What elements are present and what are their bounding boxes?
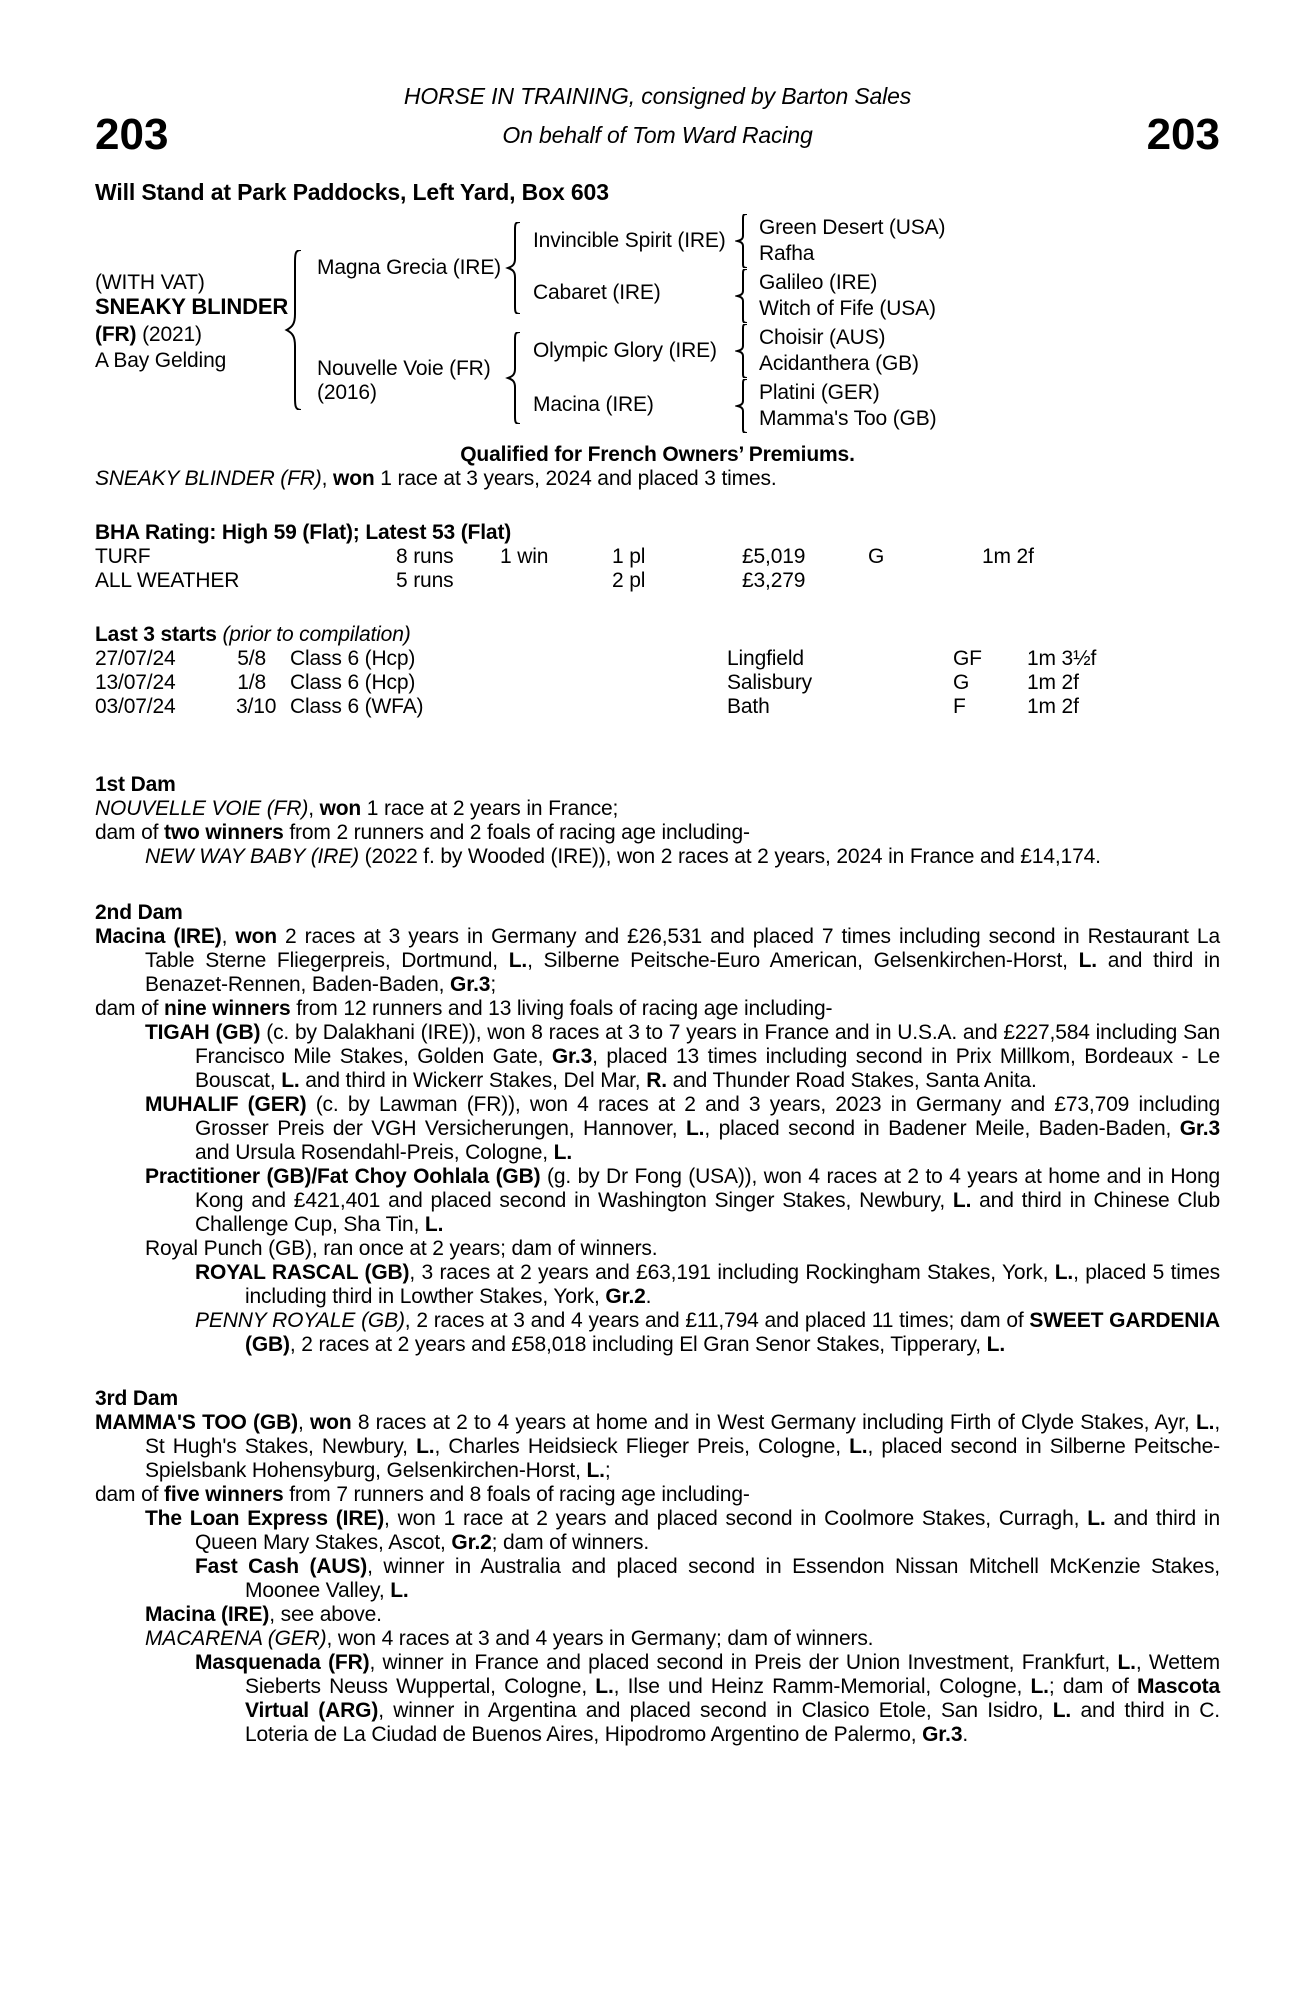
section-heading-1st-dam: 1st Dam [95,773,176,796]
dam-paragraph: dam of five winners from 7 runners and 8 foals of racing age including- [95,1483,750,1506]
pedigree-great-grandparent: Rafha [759,242,815,265]
pedigree-brace-large-icon [283,250,307,410]
last-3-starts-heading [95,623,1220,647]
dam-paragraph: NOUVELLE VOIE (FR), won 1 race at 2 years in France; [95,797,619,820]
wins-value: 1 win [500,545,549,568]
start-going: G [953,671,970,694]
offspring-paragraph: TIGAH (GB) (c. by Dalakhani (IRE)), won 8 races at 3 to 7 years in France and in U.S.A. and £227,584 including San Francisco Mile Stakes, Golden Gate, Gr.3, placed 13 times including second in Prix Millkom, Bordeaux - Le Bouscat, L. and third in Wickerr Stakes, Del Mar, R. and Thunder Road Stakes, Santa Anita. [145,1021,1220,1092]
pedigree-horse-origin-year: (FR) (2021) [95,323,202,346]
start-going: F [953,695,966,718]
start-row [95,671,1220,695]
pedigree-great-grandparent: Choisir (AUS) [759,326,886,349]
pedigree-vat-note: (WITH VAT) [95,271,205,294]
pedigree-great-grandparent: Platini (GER) [759,381,880,404]
offspring-paragraph: Royal Punch (GB), ran once at 2 years; dam of winners. [145,1237,658,1260]
grand-offspring-paragraph: ROYAL RASCAL (GB), 3 races at 2 years and £63,191 including Rockingham Stakes, York, L., placed 5 times including third in Lowther Stakes, York, Gr.2. [195,1261,1221,1308]
race-record-table [95,545,1220,593]
offspring-paragraph: Practitioner (GB)/Fat Choy Oohlala (GB) (g. by Dr Fong (USA)), won 4 races at 2 to 4 years at home and in Hong Kong and £421,401 and placed second in Washington Singer Stakes, Newbury, L. and third in Chinese Club Challenge Cup, Sha Tin, L. [145,1165,1220,1236]
pedigree-dam-year: (2016) [317,381,377,404]
start-course: Lingfield [727,647,804,670]
pedigree-great-grandparent: Mamma's Too (GB) [759,407,937,430]
section-heading-3rd-dam: 3rd Dam [95,1387,178,1410]
dam-paragraph: MAMMA'S TOO (GB), won 8 races at 2 to 4 years at home and in West Germany including Firth of Clyde Stakes, Ayr, L., St Hugh's Stakes, Newbury, L., Charles Heidsieck Flieger Preis, Cologne, L., placed second in Silberne Peitsche-Spielsbank Hohensyburg, Gelsenkirchen-Horst, L.; [95,1411,1220,1482]
pedigree-sire: Magna Grecia (IRE) [317,256,502,279]
start-date: 13/07/24 [95,671,176,694]
record-row-all-weather [95,569,1220,593]
pedigree-dam-dam: Macina (IRE) [533,393,654,416]
lot-row [95,111,1220,159]
offspring-paragraph: The Loan Express (IRE), won 1 race at 2 years and placed second in Coolmore Stakes, Curragh, L. and third in Queen Mary Stakes, Ascot, Gr.2; dam of winners. [145,1507,1220,1554]
start-row [95,647,1220,671]
section-heading-2nd-dam: 2nd Dam [95,901,183,924]
places-value: 1 pl [612,545,646,568]
wins-value [500,569,612,593]
pedigree-horse-name: SNEAKY BLINDER [95,294,289,319]
start-class: Class 6 (Hcp) [290,647,416,670]
start-class: Class 6 (WFA) [290,695,424,718]
pedigree-great-grandparent: Galileo (IRE) [759,271,878,294]
pedigree-brace-small-icon [735,379,751,433]
pedigree-brace-small-icon [735,214,751,268]
pedigree-sire-dam: Cabaret (IRE) [533,281,661,304]
consignment-line: HORSE IN TRAINING, consigned by Barton Sales [403,83,912,109]
pedigree-sire-sire: Invincible Spirit (IRE) [533,229,726,252]
surface-label: ALL WEATHER [95,569,240,592]
french-premiums-note: Qualified for French Owners’ Premiums. [460,443,855,466]
third-dam-section [95,1387,1220,1747]
pedigree-great-grandparent: Witch of Fife (USA) [759,297,936,320]
offspring-paragraph: MACARENA (GER), won 4 races at 3 and 4 years in Germany; dam of winners. [145,1627,874,1650]
lot-number-left: 203 [95,110,169,159]
start-course: Salisbury [727,671,813,694]
start-date: 03/07/24 [95,695,176,718]
lot-number-right: 203 [1146,110,1220,159]
dam-paragraph: dam of two winners from 2 runners and 2 foals of racing age including- [95,821,750,844]
start-date: 27/07/24 [95,647,176,670]
record-row-turf [95,545,1220,569]
runs-value: 8 runs [396,545,454,568]
pedigree-horse-description: A Bay Gelding [95,349,227,372]
bha-rating: BHA Rating: High 59 (Flat); Latest 53 (Flat) [95,521,512,544]
going-value: G [868,545,885,568]
offspring-paragraph: NEW WAY BABY (IRE) (2022 f. by Wooded (IRE)), won 2 races at 2 years, 2024 in France and £14,174. [145,845,1101,868]
on-behalf-line: On behalf of Tom Ward Racing [502,122,813,148]
offspring-paragraph: Macina (IRE), see above. [145,1603,382,1626]
last-3-starts-title: Last 3 starts [95,623,217,646]
going-value [868,569,982,593]
second-dam-section [95,901,1220,1357]
first-dam-section [95,773,1220,869]
grand-offspring-paragraph: PENNY ROYALE (GB), 2 races at 3 and 4 years and £11,794 and placed 11 times; dam of SWEET GARDENIA (GB), 2 races at 2 years and £58,018 including El Gran Senor Stakes, Tipperary, L. [195,1309,1220,1356]
earnings-value: £3,279 [742,569,806,592]
pedigree-table [95,211,1220,433]
places-value: 2 pl [612,569,646,592]
stand-location: Will Stand at Park Paddocks, Left Yard, Box 603 [95,179,609,205]
surface-label: TURF [95,545,151,568]
pedigree-brace-medium-icon [505,222,525,314]
race-summary: SNEAKY BLINDER (FR), won 1 race at 3 years, 2024 and placed 3 times. [95,467,777,490]
start-going: GF [953,647,982,670]
grand-offspring-paragraph: Fast Cash (AUS), winner in Australia and placed second in Essendon Nissan Mitchell McKenzie Stakes, Moonee Valley, L. [195,1555,1220,1602]
last-3-starts-note: (prior to compilation) [222,623,411,646]
start-position: 3/10 [236,695,277,718]
start-distance: 1m 3½f [1027,647,1097,670]
pedigree-dam-sire: Olympic Glory (IRE) [533,339,717,362]
dam-paragraph: dam of nine winners from 12 runners and 13 living foals of racing age including- [95,997,833,1020]
earnings-value: £5,019 [742,545,806,568]
start-distance: 1m 2f [1027,671,1079,694]
pedigree-great-grandparent: Green Desert (USA) [759,216,946,239]
grand-offspring-paragraph: Masquenada (FR), winner in France and placed second in Preis der Union Investment, Frankfurt, L., Wettem Sieberts Neuss Wuppertal, Cologne, L., Ilse und Heinz Ramm-Memorial, Cologne, L.; dam of Mascota Virtual (ARG), winner in Argentina and placed second in Clasico Etole, San Isidro, L. and third in C. Loteria de La Ciudad de Buenos Aires, Hipodromo Argentino de Palermo, Gr.3. [195,1651,1220,1746]
offspring-paragraph: MUHALIF (GER) (c. by Lawman (FR)), won 4 races at 2 and 3 years, 2023 in Germany and £73,709 including Grosser Preis der VGH Versicherungen, Hannover, L., placed second in Badener Meile, Baden-Baden, Gr.3 and Ursula Rosendahl-Preis, Cologne, L. [145,1093,1220,1164]
pedigree-dam: Nouvelle Voie (FR) [317,357,491,380]
runs-value: 5 runs [396,569,454,592]
last-3-starts-table [95,623,1220,719]
start-class: Class 6 (Hcp) [290,671,416,694]
pedigree-great-grandparent: Acidanthera (GB) [759,352,919,375]
start-position: 5/8 [237,647,266,670]
pedigree-brace-medium-icon [505,332,525,424]
pedigree-brace-small-icon [735,269,751,323]
start-course: Bath [727,695,770,718]
start-position: 1/8 [237,671,266,694]
dam-paragraph: Macina (IRE), won 2 races at 3 years in Germany and £26,531 and placed 7 times including second in Restaurant La Table Sterne Fliegerpreis, Dortmund, L., Silberne Peitsche-Euro American, Gelsenkirchen-Horst, L. and third in Benazet-Rennen, Baden-Baden, Gr.3; [95,925,1220,996]
start-row [95,695,1220,719]
start-distance: 1m 2f [1027,695,1079,718]
distance-value: 1m 2f [982,545,1034,568]
pedigree-brace-small-icon [735,324,751,378]
